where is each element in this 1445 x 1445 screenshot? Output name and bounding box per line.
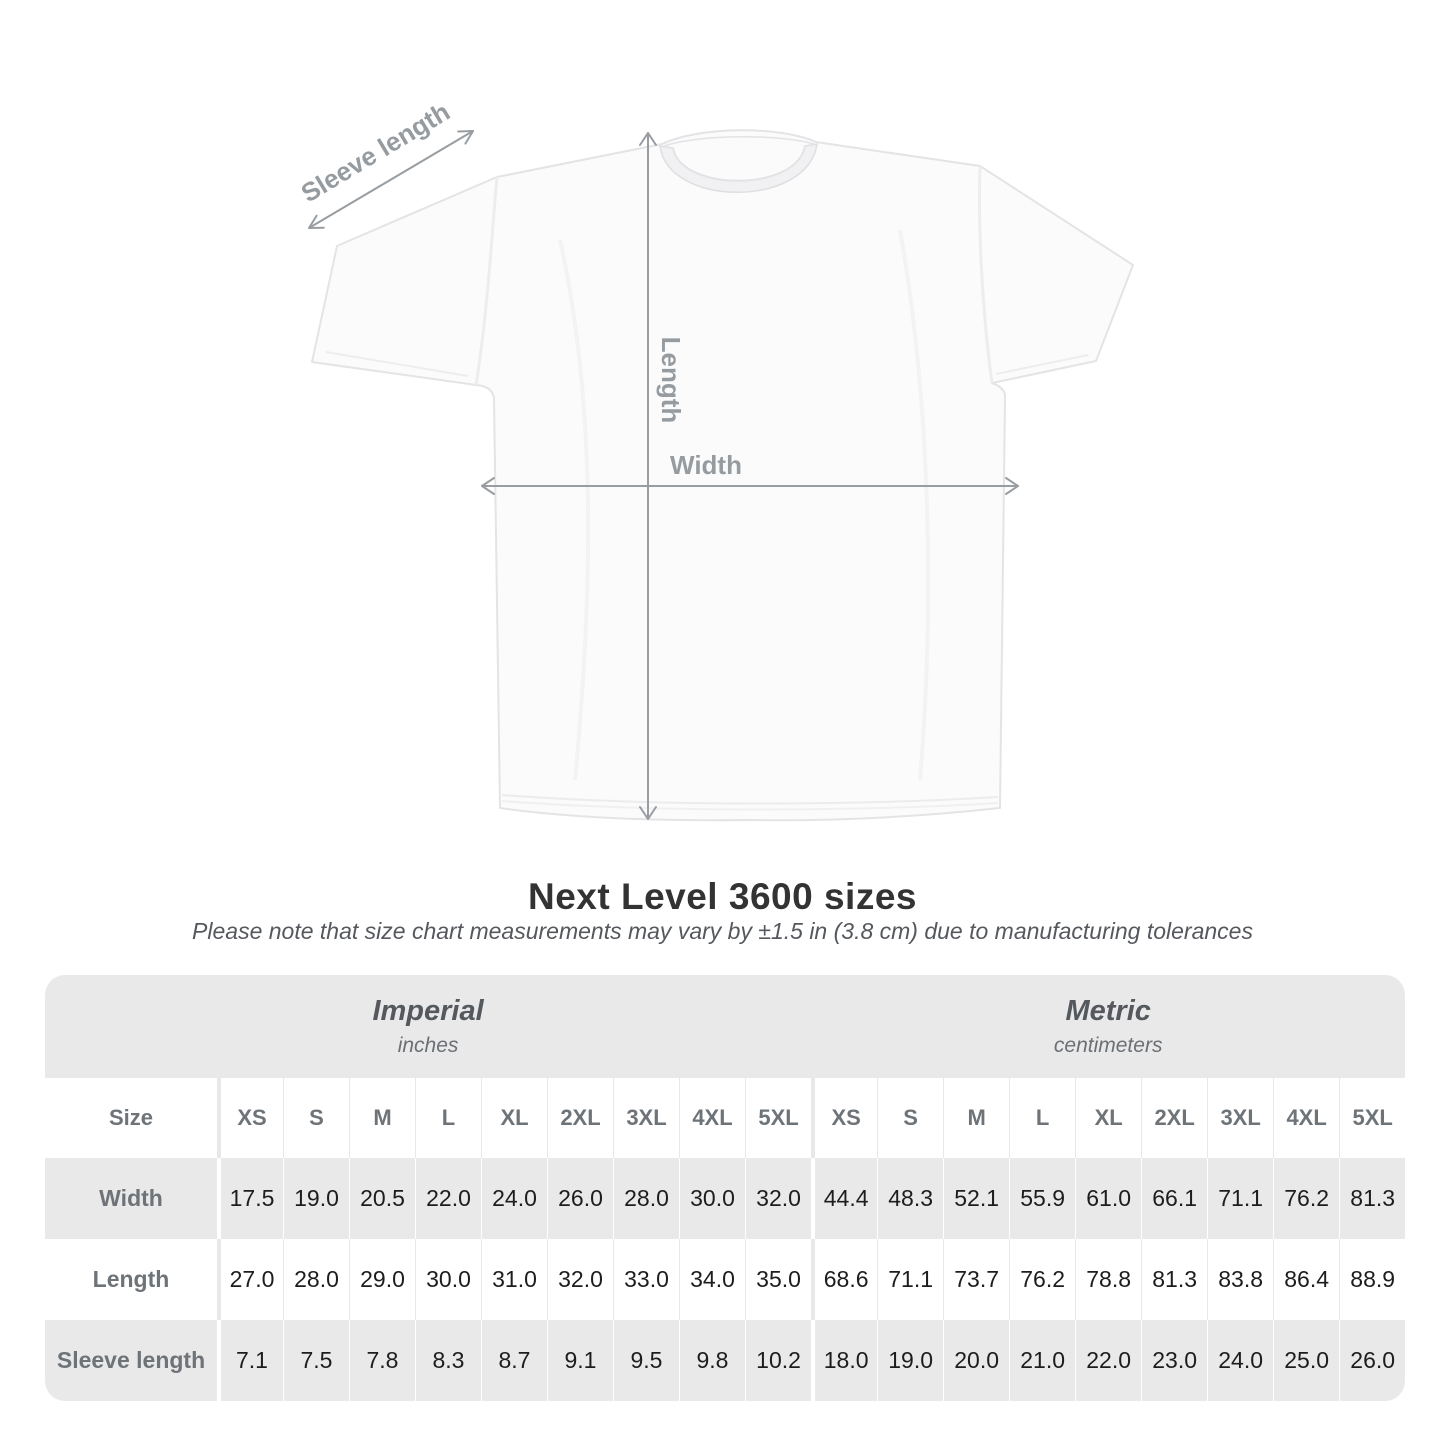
page-title: Next Level 3600 sizes [528,876,917,917]
value-cell: 88.9 [1339,1239,1405,1320]
metric-unit: centimeters [1053,1033,1163,1057]
value-cell: 27.0 [217,1239,283,1320]
value-cell: 35.0 [745,1239,811,1320]
value-cell: 61.0 [1075,1158,1141,1239]
value-cell: 81.3 [1141,1239,1207,1320]
value-cell: 30.0 [679,1158,745,1239]
value-cell: 9.1 [547,1320,613,1401]
imperial-size-header: L [415,1078,481,1158]
imperial-size-header: 4XL [679,1078,745,1158]
value-cell: 25.0 [1273,1320,1339,1401]
value-cell: 73.7 [943,1239,1009,1320]
value-cell: 55.9 [1009,1158,1075,1239]
metric-size-header: M [943,1078,1009,1158]
value-cell: 22.0 [1075,1320,1141,1401]
value-cell: 76.2 [1009,1239,1075,1320]
sleeve-length-row-label: Sleeve length [45,1320,217,1401]
metric-size-header: S [877,1078,943,1158]
value-cell: 32.0 [547,1239,613,1320]
metric-size-header: 5XL [1339,1078,1405,1158]
size-col-header: Size [45,1078,217,1158]
value-cell: 10.2 [745,1320,811,1401]
value-cell: 21.0 [1009,1320,1075,1401]
imperial-title: Imperial [372,995,484,1027]
metric-size-header: XS [811,1078,877,1158]
value-cell: 20.5 [349,1158,415,1239]
value-cell: 28.0 [283,1239,349,1320]
sleeve-length-row [45,1320,1405,1401]
value-cell: 48.3 [877,1158,943,1239]
value-cell: 24.0 [1207,1320,1273,1401]
value-cell: 44.4 [811,1158,877,1239]
tolerance-note: Please note that size chart measurements may vary by ±1.5 in (3.8 cm) due to manufacturing tolerances [192,918,1253,944]
imperial-size-header: 2XL [547,1078,613,1158]
value-cell: 81.3 [1339,1158,1405,1239]
width-label: Width [670,450,742,480]
width-row-label: Width [45,1158,217,1239]
imperial-size-header: 5XL [745,1078,811,1158]
imperial-size-header: XL [481,1078,547,1158]
value-cell: 32.0 [745,1158,811,1239]
value-cell: 31.0 [481,1239,547,1320]
value-cell: 19.0 [877,1320,943,1401]
metric-size-header: 2XL [1141,1078,1207,1158]
metric-group-header [811,975,1405,1078]
imperial-group-header [45,975,811,1078]
metric-size-header: XL [1075,1078,1141,1158]
value-cell: 18.0 [811,1320,877,1401]
value-cell: 30.0 [415,1239,481,1320]
value-cell: 9.5 [613,1320,679,1401]
value-cell: 22.0 [415,1158,481,1239]
unit-group-row [45,975,1405,1078]
value-cell: 71.1 [1207,1158,1273,1239]
value-cell: 7.1 [217,1320,283,1401]
imperial-size-header: M [349,1078,415,1158]
value-cell: 34.0 [679,1239,745,1320]
value-cell: 52.1 [943,1158,1009,1239]
value-cell: 83.8 [1207,1239,1273,1320]
value-cell: 28.0 [613,1158,679,1239]
imperial-unit: inches [397,1033,459,1057]
length-label: Length [656,336,686,424]
value-cell: 23.0 [1141,1320,1207,1401]
value-cell: 19.0 [283,1158,349,1239]
value-cell: 26.0 [547,1158,613,1239]
value-cell: 66.1 [1141,1158,1207,1239]
imperial-size-header: S [283,1078,349,1158]
width-row [45,1158,1405,1239]
size-header-row [45,1078,1405,1158]
value-cell: 86.4 [1273,1239,1339,1320]
value-cell: 8.3 [415,1320,481,1401]
sleeve-length-label: Sleeve length [295,96,455,209]
value-cell: 7.8 [349,1320,415,1401]
value-cell: 33.0 [613,1239,679,1320]
value-cell: 29.0 [349,1239,415,1320]
value-cell: 7.5 [283,1320,349,1401]
value-cell: 8.7 [481,1320,547,1401]
imperial-size-header: XS [217,1078,283,1158]
value-cell: 17.5 [217,1158,283,1239]
value-cell: 71.1 [877,1239,943,1320]
length-row [45,1239,1405,1320]
value-cell: 78.8 [1075,1239,1141,1320]
value-cell: 76.2 [1273,1158,1339,1239]
value-cell: 26.0 [1339,1320,1405,1401]
size-table [45,975,1405,1401]
metric-size-header: 3XL [1207,1078,1273,1158]
metric-size-header: 4XL [1273,1078,1339,1158]
metric-size-header: L [1009,1078,1075,1158]
length-row-label: Length [45,1239,217,1320]
value-cell: 20.0 [943,1320,1009,1401]
metric-title: Metric [1065,995,1151,1027]
value-cell: 68.6 [811,1239,877,1320]
value-cell: 24.0 [481,1158,547,1239]
imperial-size-header: 3XL [613,1078,679,1158]
value-cell: 9.8 [679,1320,745,1401]
